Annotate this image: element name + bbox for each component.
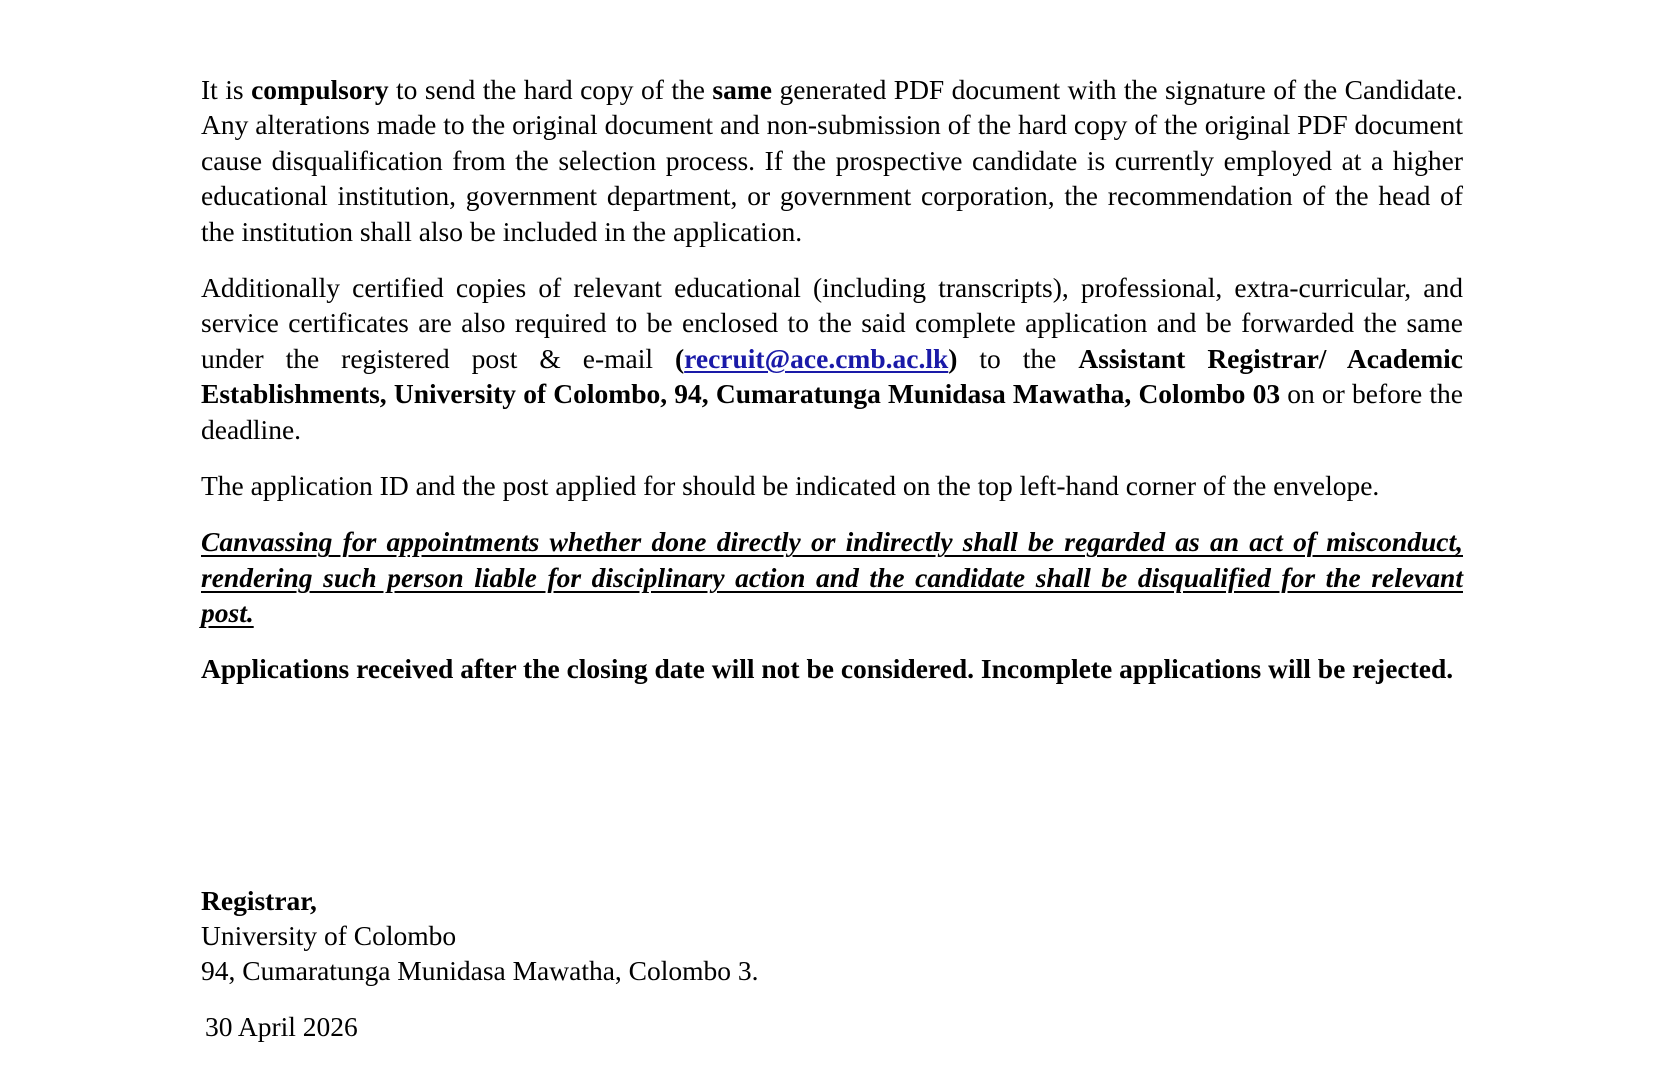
paragraph-envelope-instructions: The application ID and the post applied for should be indicated on the top left-hand corner of the envelope. <box>201 470 1380 502</box>
signatory-organization: University of Colombo <box>201 920 457 951</box>
text-run: on or before the deadline. <box>201 378 1463 445</box>
paragraph-compulsory-hard-copy <box>201 72 1463 249</box>
paren-close: ) <box>948 342 958 374</box>
text-run: to the <box>957 342 1079 374</box>
text-run: Additionally certified copies of relevant educational (including transcripts), professional, extra-curricular, and service certificates are also required to be enclosed to the said complete application and be forwarded the same under the registered post & e-mail <box>201 272 1463 374</box>
paragraph-canvassing-warning: Canvassing for appointments whether done directly or indirectly shall be regarded as an act of misconduct, rendering such person liable for disciplinary action and the candidate shall be disqualified for the relevant post. <box>201 526 1463 629</box>
signatory-title: Registrar, <box>201 885 317 916</box>
paren-open: ( <box>675 342 685 374</box>
recruit-email-link[interactable]: recruit@ace.cmb.ac.lk <box>684 342 949 374</box>
signatory-address: 94, Cumaratunga Munidasa Mawatha, Colombo 3. <box>201 955 759 986</box>
text-run: generated PDF document with the signature of the Candidate. Any alterations made to the original document and non-submission of the hard copy of the original PDF document cause disqualification from the selection process. If the prospective candidate is currently employed at a higher educational institution, government department, or government corporation, the recommendation of the head of the institution shall also be included in the application. <box>201 74 1464 247</box>
bold-address: Assistant Registrar/ Academic Establishments, University of Colombo, 94, Cumaratunga Munidasa Mawatha, Colombo 03 <box>201 342 1463 410</box>
paragraph-certified-copies <box>201 270 1463 447</box>
paragraph-closing-date-notice: Applications received after the closing date will not be considered. Incomplete applications will be rejected. <box>201 652 1454 684</box>
bold-same: same <box>712 74 772 105</box>
text-run: to send the hard copy of the <box>388 74 713 105</box>
signature-block <box>201 883 759 988</box>
text-run: It is <box>201 74 252 105</box>
bold-compulsory: compulsory <box>251 74 389 105</box>
document-date: 30 April 2026 <box>205 1011 358 1042</box>
document-body <box>201 72 1463 686</box>
